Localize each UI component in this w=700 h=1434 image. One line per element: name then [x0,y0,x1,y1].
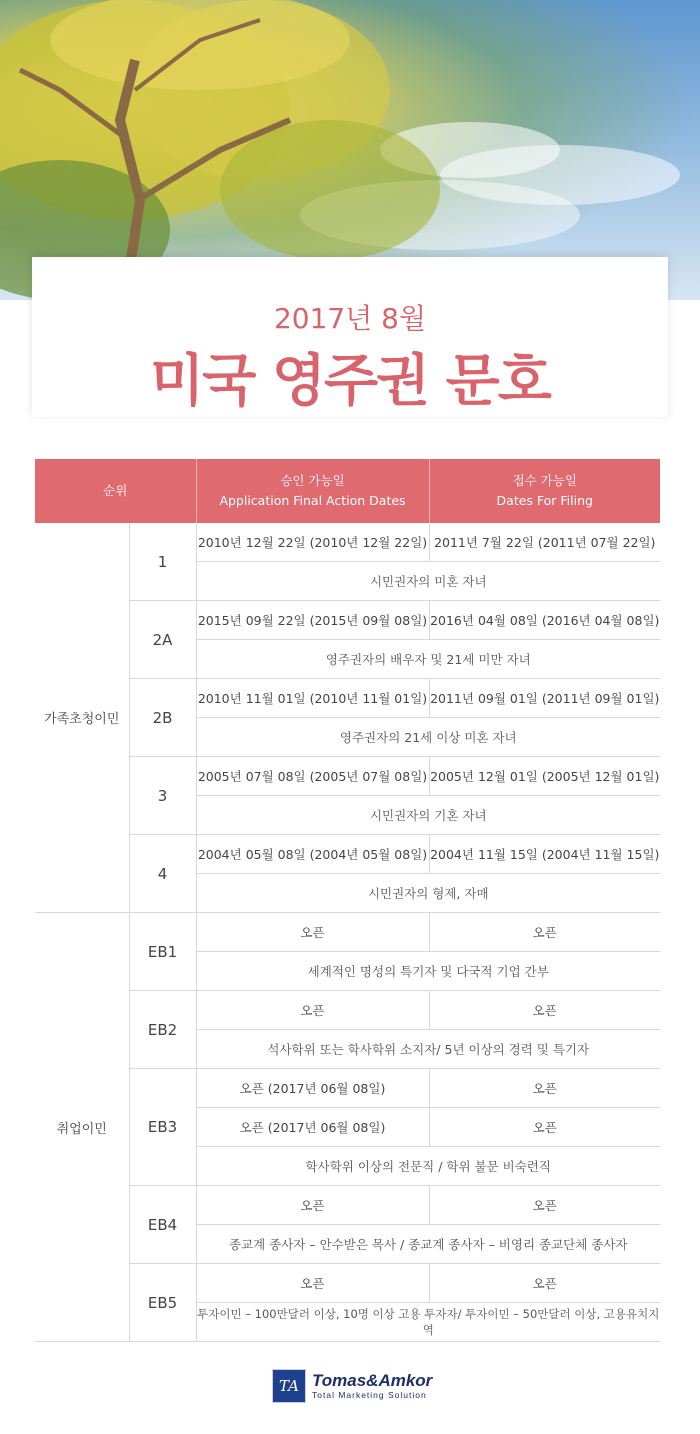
description-cell: 영주권자의 배우자 및 21세 미만 자녀 [196,640,660,679]
table-row [35,835,660,874]
description-cell: 시민권자의 기혼 자녀 [196,796,660,835]
rank-cell: EB3 [129,1069,196,1186]
category-employment: 취업이민 [35,913,129,1342]
description-cell: 학사학위 이상의 전문직 / 학위 불문 비숙련직 [196,1147,660,1186]
table-row [35,991,660,1030]
header-final-action-en: Application Final Action Dates [219,493,406,508]
logo-mark-icon: TA [272,1369,306,1403]
description-cell: 영주권자의 21세 이상 미혼 자녀 [196,718,660,757]
final-action-cell: 2010년 11월 01일 (2010년 11월 01일) [196,679,429,718]
rank-cell: EB5 [129,1264,196,1342]
filing-cell: 오픈 [429,1186,660,1225]
header-rank: 순위 [35,459,196,523]
title-card [32,257,668,417]
logo-tagline: Total Marketing Solution [312,1390,427,1401]
filing-cell: 오픈 [429,1264,660,1303]
filing-cell: 2011년 09월 01일 (2011년 09월 01일) [429,679,660,718]
logo-name: Tomas&Amkor [312,1371,433,1391]
hero-banner [0,0,700,300]
title-year-month: 2017년 8월 [273,302,427,335]
visa-bulletin-table [35,459,660,1342]
description-cell: 시민권자의 미혼 자녀 [196,562,660,601]
description-cell: 시민권자의 형제, 자매 [196,874,660,913]
description-cell: 석사학위 또는 학사학위 소지자/ 5년 이상의 경력 및 특기자 [196,1030,660,1069]
final-action-cell: 오픈 [196,1264,429,1303]
header-filing [429,459,660,523]
table-row [35,757,660,796]
filing-cell: 2004년 11월 15일 (2004년 11월 15일) [429,835,660,874]
description-cell: 투자이민 – 100만달러 이상, 10명 이상 고용 투자자/ 투자이민 – 50만달러 이상, 고용유치지역 [196,1303,660,1342]
final-action-cell: 2004년 05월 08일 (2004년 05월 08일) [196,835,429,874]
table-row [35,1264,660,1303]
rank-cell: EB4 [129,1186,196,1264]
rank-cell: 4 [129,835,196,913]
rank-cell: 1 [129,523,196,601]
final-action-cell: 2005년 07월 08일 (2005년 07월 08일) [196,757,429,796]
header-filing-ko: 접수 가능일 [512,473,577,488]
filing-cell: 2016년 04월 08일 (2016년 04월 08일) [429,601,660,640]
filing-cell: 오픈 [429,991,660,1030]
final-action-cell: 오픈 [196,1186,429,1225]
final-action-cell: 2015년 09월 22일 (2015년 09월 08일) [196,601,429,640]
table-row [35,1069,660,1108]
filing-cell: 오픈 [429,913,660,952]
rank-cell: EB1 [129,913,196,991]
logo-text [312,1372,432,1400]
final-action-cell: 오픈 [196,913,429,952]
final-action-cell: 오픈 [196,991,429,1030]
company-logo [272,1369,432,1403]
category-family: 가족초청이민 [35,523,129,913]
filing-cell: 2005년 12월 01일 (2005년 12월 01일) [429,757,660,796]
table-row [35,1186,660,1225]
filing-cell: 2011년 7월 22일 (2011년 07월 22일) [429,523,660,562]
table-header-row [35,459,660,523]
header-final-action [196,459,429,523]
rank-cell: 3 [129,757,196,835]
page-title: 미국 영주권 문호 [150,349,550,414]
filing-cell: 오픈 [429,1069,660,1108]
table-row [35,679,660,718]
final-action-cell: 오픈 (2017년 06월 08일) [196,1069,429,1108]
rank-cell: 2A [129,601,196,679]
table-row [35,913,660,952]
table-row [35,601,660,640]
description-cell: 세계적인 명성의 특기자 및 다국적 기업 간부 [196,952,660,991]
rank-cell: EB2 [129,991,196,1069]
header-final-action-ko: 승인 가능일 [280,473,345,488]
table-row [35,523,660,562]
rank-cell: 2B [129,679,196,757]
final-action-cell: 오픈 (2017년 06월 08일) [196,1108,429,1147]
description-cell: 종교계 종사자 – 안수받은 목사 / 종교계 종사자 – 비영리 종교단체 종사자 [196,1225,660,1264]
tree-illustration [0,0,700,300]
filing-cell: 오픈 [429,1108,660,1147]
header-filing-en: Dates For Filing [496,493,593,508]
final-action-cell: 2010년 12월 22일 (2010년 12월 22일) [196,523,429,562]
